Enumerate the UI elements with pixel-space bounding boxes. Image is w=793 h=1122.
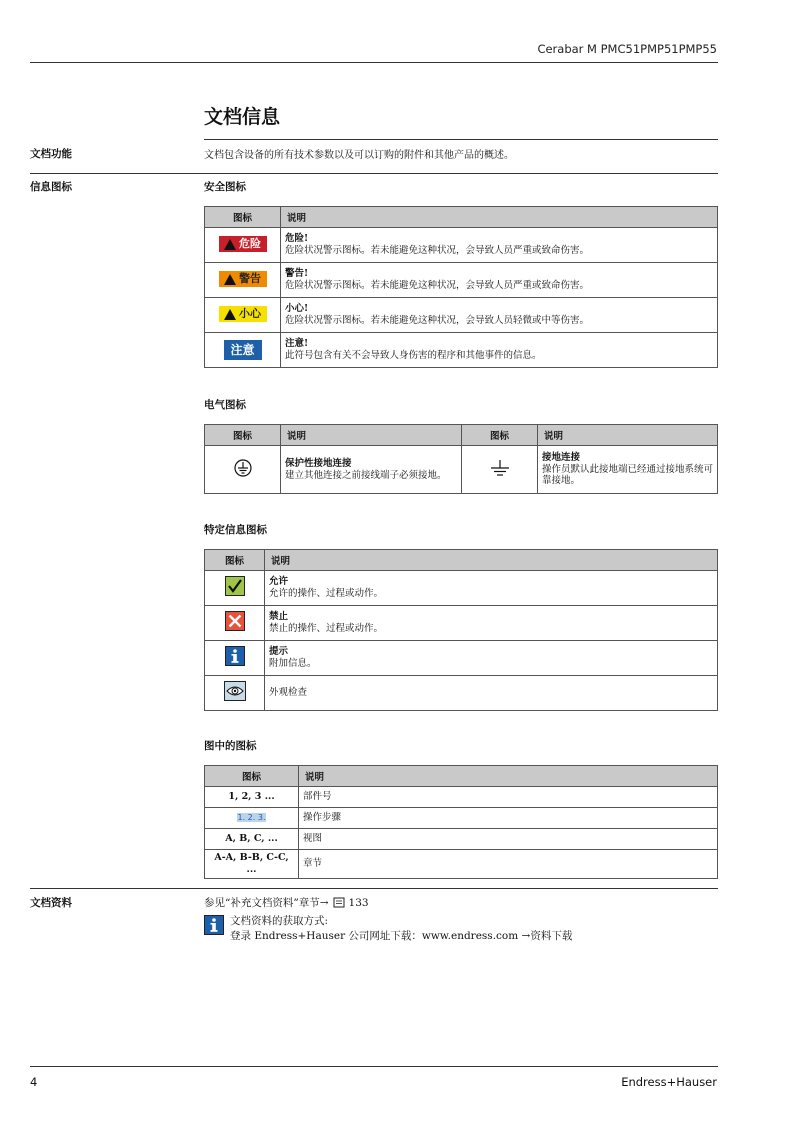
row-desc: 章节 [299, 850, 718, 879]
col-header-icon: 图标 [205, 550, 265, 571]
row-title: 提示 [269, 646, 289, 658]
footer-rule [30, 1066, 718, 1067]
table-row [205, 571, 718, 606]
row-desc: 此符号包含有关不会导致人身伤害的程序和其他事件的信息。 [285, 350, 542, 361]
col-header-icon: 图标 [205, 766, 299, 787]
row-desc: 危险状况警示图标。若未能避免这种状况，会导致人员严重或致命伤害。 [285, 280, 590, 291]
col-header-desc: 说明 [281, 207, 718, 228]
table-row [205, 829, 718, 850]
col-header-icon: 图标 [205, 425, 281, 446]
row-title: 允许 [269, 576, 289, 588]
safety-icons-table [204, 206, 718, 368]
electrical-icons-table [204, 424, 718, 494]
table-row [205, 850, 718, 879]
col-header-desc: 说明 [538, 425, 718, 446]
col-header-icon: 图标 [205, 207, 281, 228]
danger-badge-icon: 危险 [219, 236, 267, 252]
row-title: 注意! [285, 338, 309, 350]
page-number: 4 [30, 1075, 38, 1089]
table-row [205, 446, 718, 494]
row-desc: 视图 [299, 829, 718, 850]
table-row [205, 808, 718, 829]
table-row [205, 606, 718, 641]
permitted-checkmark-icon [225, 576, 245, 596]
table-row [205, 676, 718, 711]
table-row [205, 263, 718, 298]
specific-icons-title: 特定信息图标 [204, 524, 267, 536]
row-title: 小心! [285, 303, 309, 315]
section-rule [204, 139, 718, 140]
row-title: 保护性接地连接 [285, 457, 352, 469]
page-title: 文档信息 [204, 106, 281, 128]
specific-icons-table [204, 549, 718, 711]
col-header-desc: 说明 [265, 550, 718, 571]
documentation-ref-text: 参见“补充文档资料”章节→ [204, 897, 329, 909]
table-row [205, 333, 718, 368]
row-desc: 外观检查 [269, 687, 308, 699]
col-header-icon: 图标 [462, 425, 538, 446]
row-title: 危险! [285, 233, 309, 245]
table-row [205, 228, 718, 263]
notice-badge-icon: 注意 [224, 340, 262, 360]
figure-icon-text: 1, 2, 3 ... [205, 787, 299, 808]
figure-icons-title: 图中的图标 [204, 740, 257, 752]
documentation-page-link[interactable]: 133 [348, 896, 369, 909]
row-desc: 建立其他连接之前接线端子必须接地。 [285, 469, 447, 481]
col-header-desc: 说明 [299, 766, 718, 787]
documentation-note [230, 914, 572, 943]
header-product: Cerabar M PMC51PMP51PMP55 [537, 42, 717, 56]
figure-icon-text: A, B, C, ... [205, 829, 299, 850]
caution-badge-icon: 小心 [219, 306, 267, 322]
row-desc: 部件号 [299, 787, 718, 808]
documentation-ref [204, 895, 718, 910]
doc-function-label: 文档功能 [30, 148, 72, 160]
warning-badge-icon: 警告 [219, 271, 267, 287]
row-desc: 操作员默认此接地端已经通过接地系统可靠接地。 [542, 463, 714, 487]
table-row [205, 787, 718, 808]
forbidden-cross-icon [225, 611, 245, 631]
safety-icons-title: 安全图标 [204, 181, 246, 193]
documentation-label: 文档资料 [30, 897, 72, 909]
book-icon [333, 897, 345, 908]
doc-function-text: 文档包含设备的所有技术参数以及可以订购的附件和其他产品的概述。 [204, 150, 514, 161]
section-rule [30, 173, 718, 174]
info-note-icon [204, 915, 224, 938]
visual-inspection-eye-icon [224, 681, 246, 701]
operation-steps-icon: 1. 2. 3. [237, 813, 266, 823]
row-desc: 附加信息。 [269, 658, 317, 669]
figure-icon-text: A-A, B-B, C-C, ... [205, 850, 299, 879]
table-row [205, 641, 718, 676]
row-desc: 危险状况警示图标。若未能避免这种状况，会导致人员轻微或中等伤害。 [285, 315, 590, 326]
figure-icons-table [204, 765, 718, 879]
note-line: 登录 Endress+Hauser 公司网址下载：www.endress.com →资料下载 [230, 929, 573, 942]
row-desc: 危险状况警示图标。若未能避免这种状况，会导致人员严重或致命伤害。 [285, 245, 590, 256]
row-title: 警告! [285, 268, 309, 280]
electrical-icons-title: 电气图标 [204, 399, 246, 411]
row-title: 接地连接 [542, 451, 581, 463]
header-rule [30, 62, 718, 63]
row-desc: 禁止的操作、过程或动作。 [269, 623, 384, 634]
table-row [205, 298, 718, 333]
info-tip-icon [225, 646, 245, 666]
row-desc: 操作步骤 [299, 808, 718, 829]
footer-brand: Endress+Hauser [621, 1075, 717, 1089]
section-rule [30, 888, 718, 889]
info-icons-label: 信息图标 [30, 181, 72, 193]
protective-earth-icon [233, 458, 253, 478]
col-header-desc: 说明 [281, 425, 462, 446]
ground-icon [489, 458, 511, 478]
row-title: 禁止 [269, 611, 289, 623]
note-line: 文档资料的获取方式: [230, 915, 329, 927]
row-desc: 允许的操作、过程或动作。 [269, 588, 384, 599]
